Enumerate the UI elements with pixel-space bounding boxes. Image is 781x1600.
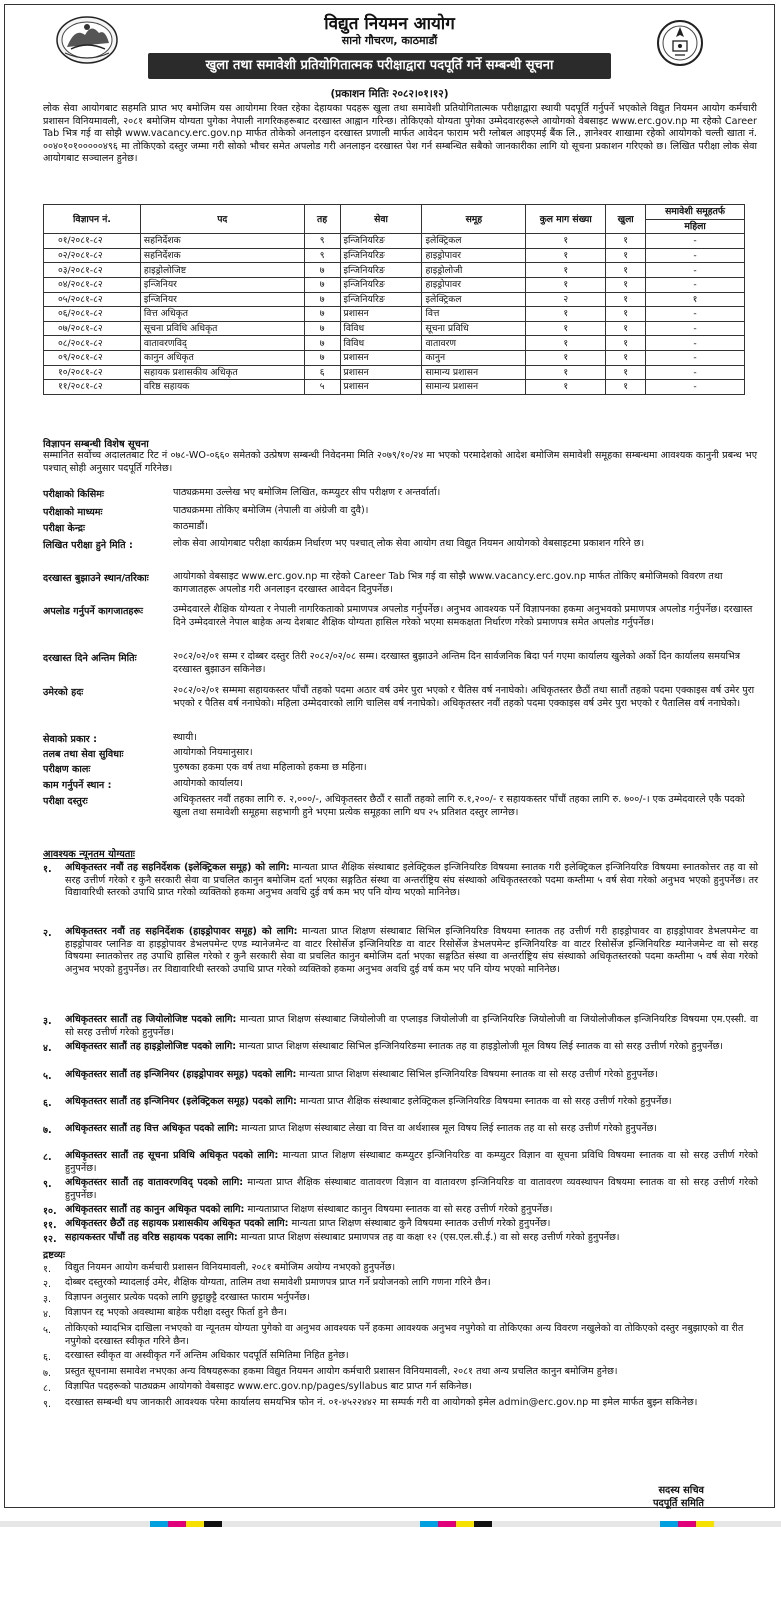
cell-service: प्रशासन: [340, 350, 422, 365]
note-item: दरखास्त स्वीकृत वा अस्वीकृत गर्ने अन्तिम अधिकार पदपूर्ति समितिमा निहित हुनेछ।: [65, 1350, 349, 1361]
cell-total: १: [526, 350, 606, 365]
cell-post: वातावरणविद्: [140, 336, 304, 351]
cell-service: इन्जिनियरिङ: [340, 292, 422, 307]
cell-group: कानुन: [422, 350, 526, 365]
cell-ad-no: ०९/२०८१-८२: [44, 350, 141, 365]
cell-post: वरिष्ठ सहायक: [140, 380, 304, 395]
detail-label: काम गर्नुपर्ने स्थान :: [43, 780, 112, 791]
cell-open: १: [606, 365, 646, 380]
cell-service: प्रशासन: [340, 380, 422, 395]
cell-level: ९: [304, 248, 340, 263]
cell-ad-no: ०१/२०८१-८२: [44, 234, 141, 249]
cell-total: १: [526, 336, 606, 351]
detail-label: परीक्षा दस्तुरः: [43, 796, 88, 807]
detail-value: पुरुषका हकमा एक वर्ष तथा महिलाको हकमा छ महिना।: [173, 762, 367, 773]
intro-paragraph: लोक सेवा आयोगबाट सहमति प्राप्त भए बमोजिम यस आयोगमा रिक्त रहेका देहायका पदहरू खुला तथा समावेशी प्रतियोगितात्मक परीक्षाद्वारा स्थायी पदपूर्ति गर्नुपर्ने भएकोले विद्युत नियमन आयोग कर्मचारी प्रशासन विनियमावली, २०८१ बमोजिम योग्यता पुगेका नेपाली नागरिकहरूबाट दरखास्त आह्वान गरिन्छ। तोकिएको योग्यता पुगेका उम्मेदवारहरूले आयोगको वेबसाइट www.erc.gov.np मा रहेको Career Tab भित्र गई वा सोझै www.vacancy.erc.gov.np मार्फत तोकेको अनलाइन दरखास्त प्रणाली मार्फत आवेदन फाराम भरी ग्लोबल आइएमई बैंक लि., ज्ञानेश्वर शाखामा रहेको आयोगको चल्ती खाता नं. ००४०१०१०००००४९६ मा तोकिएको दस्तुर जम्मा गरी सोको भौचर समेत अपलोड गरी अनलाइन दरखास्त पेश गर्न सम्बन्धित सबैको जानकारीका लागि यो सूचना प्रकाशन गरिएको छ। लिखित परीक्षा लोक सेवा आयोगबाट सञ्चालन हुनेछ।: [43, 103, 757, 165]
detail-value: स्थायी।: [173, 732, 197, 743]
detail-label: सेवाको प्रकार :: [43, 734, 97, 745]
cell-level: ७: [304, 277, 340, 292]
note-item: दरखास्त सम्बन्धी थप जानकारी आवश्यक परेमा कार्यालय समयभित्र फोन नं. ०१-४५२२४४२ मा सम्पर्क गरी वा आयोगको इमेल admin@erc.gov.np मा इमेल मार्फत बुझ्न सकिनेछ।: [65, 1397, 698, 1408]
cell-service: विविध: [340, 336, 422, 351]
detail-label: लिखित परीक्षा हुने मिति :: [43, 540, 133, 551]
detail-label: उमेरको हदः: [43, 687, 84, 698]
qualification-title: अधिकृतस्तर सातौं तह इन्जिनियर (हाइड्रोपावर समूह) पदको लागि:: [65, 1069, 297, 1080]
qualification-item: [65, 1177, 758, 1202]
cell-women: -: [646, 263, 745, 278]
cell-open: १: [606, 277, 646, 292]
qualification-item: [65, 1096, 758, 1109]
table-row: [44, 248, 745, 263]
col-header-service: सेवा: [340, 205, 422, 234]
qualification-number: ७.: [43, 1125, 52, 1136]
detail-value: लोक सेवा आयोगबाट परीक्षा कार्यक्रम निर्धारण भए पश्चात् लोक सेवा आयोग तथा विद्युत नियमन आयोगको वेबसाइटमा प्रकाशन गरिने छ।: [173, 538, 645, 549]
detail-value: काठमाडौं।: [173, 521, 208, 532]
cell-total: १: [526, 321, 606, 336]
qualification-text: मान्यता प्राप्त शैक्षिक संस्थाबाट इलेक्ट्रिकल इन्जिनियरिङ विषयमा स्नातक गरी इलेक्ट्रिकल इन्जिनियरिङ विषयमा स्नातकोत्तर तह वा सो सरह उत्तीर्ण गरेको र कुनै सरकारी सेवा वा प्रचलित कानुन बमोजिम दर्ता भएका सङ्गठित संस्था वा अन्तर्राष्ट्रिय संघ संस्थाको अधिकृतस्तरको पदमा कम्तीमा ५ वर्ष सेवा गरेको अनुभव भएको हुनुपर्नेछ। तर विद्यावारिधी स्तरको उपाधि प्राप्त गरेको व्यक्तिको हकमा अनुभव अवधि दुई वर्ष कम भए पनि योग्य भएको मानिनेछ।: [65, 862, 758, 899]
notice-title-banner: खुला तथा समावेशी प्रतियोगितात्मक परीक्षाद्वारा पदपूर्ति गर्ने सम्बन्धी सूचना: [148, 53, 611, 79]
note-number: ६.: [43, 1352, 52, 1363]
cell-post: सहायक प्रशासकीय अधिकृत: [140, 365, 304, 380]
detail-label: परीक्षण कालः: [43, 764, 91, 775]
cell-women: -: [646, 365, 745, 380]
qualification-item: [65, 1069, 758, 1082]
detail-value: आयोगको नियमानुसार।: [173, 747, 253, 758]
note-number: ४.: [43, 1309, 52, 1320]
cell-total: १: [526, 263, 606, 278]
detail-label: परीक्षाको किसिमः: [43, 489, 104, 500]
cell-open: १: [606, 336, 646, 351]
detail-label: परीक्षाको माध्यमः: [43, 507, 103, 518]
qualification-number: ५.: [43, 1071, 52, 1082]
cell-ad-no: १०/२०८१-८२: [44, 365, 141, 380]
qualification-item: [65, 1218, 758, 1231]
note-item: विद्युत नियमन आयोग कर्मचारी प्रशासन विनियमावली, २०८१ बमोजिम अयोग्य नभएको हुनुपर्नेछ।: [65, 1262, 396, 1273]
qualification-item: [65, 1232, 758, 1245]
cell-ad-no: ०२/२०८१-८२: [44, 248, 141, 263]
cell-group: सामान्य प्रशासन: [422, 380, 526, 395]
cell-post: सहनिर्देशक: [140, 248, 304, 263]
qualification-number: ८.: [43, 1152, 52, 1163]
cell-ad-no: ०४/२०८१-८२: [44, 277, 141, 292]
cell-ad-no: ०६/२०८१-८२: [44, 307, 141, 322]
cell-level: ५: [304, 380, 340, 395]
vacancy-table: [43, 204, 745, 395]
col-header-women: महिला: [646, 219, 745, 234]
cell-post: वित्त अधिकृत: [140, 307, 304, 322]
col-header-group: समूह: [422, 205, 526, 234]
cell-group: हाइड्रोलोजी: [422, 263, 526, 278]
cell-level: ७: [304, 307, 340, 322]
detail-value: पाठ्यक्रममा तोकिए बमोजिम (नेपाली वा अंग्रेजी वा दुवै)।: [173, 505, 369, 516]
detail-label: परीक्षा केन्द्रः: [43, 523, 85, 534]
cell-ad-no: ०८/२०८१-८२: [44, 336, 141, 351]
cell-total: १: [526, 277, 606, 292]
vacancy-table-body: [44, 234, 745, 395]
qualification-text: मान्यता प्राप्त शिक्षण संस्थाबाट प्रमाणपत्र तह वा कक्षा १२ (एस.एल.सी.ई.) वा सो सरह उत्तीर्ण गरेको हुनुपर्नेछ।: [240, 1232, 620, 1243]
cell-level: ९: [304, 234, 340, 249]
cell-women: -: [646, 277, 745, 292]
cell-service: प्रशासन: [340, 365, 422, 380]
cell-group: इलेक्ट्रिकल: [422, 234, 526, 249]
qualification-number: ६.: [43, 1098, 52, 1109]
qualification-title: अधिकृतस्तर सातौं तह हाइड्रोलोजिष्ट पदको लागि:: [65, 1041, 237, 1052]
note-number: ८.: [43, 1383, 52, 1394]
cell-level: ७: [304, 350, 340, 365]
qualification-number: ४.: [43, 1043, 52, 1054]
cell-post: इन्जिनियर: [140, 277, 304, 292]
cell-total: १: [526, 234, 606, 249]
cell-ad-no: ११/२०८१-८२: [44, 380, 141, 395]
cell-group: इलेक्ट्रिकल: [422, 292, 526, 307]
cell-open: १: [606, 350, 646, 365]
qualification-text: मान्यता प्राप्त शैक्षिक संस्थाबाट वातावरण विज्ञान वा वातावरण इन्जिनियरिङ वा वातावरण व्यवस्थापन विषयमा स्नातक वा सो सरह उत्तीर्ण गरेको हुनुपर्नेछ।: [65, 1177, 758, 1201]
note-item: प्रस्तुत सूचनामा समावेश नभएका अन्य विषयहरूका हकमा विद्युत नियमन आयोग कर्मचारी प्रशासन विनियमावली, २०८१ तथा अन्य प्रचलित कानुन बमोजिम हुनेछ।: [65, 1366, 618, 1377]
qualification-title: अधिकृतस्तर सातौं तह वातावरणविद् पदको लागि:: [65, 1177, 244, 1188]
detail-value: अधिकृतस्तर नवौं तहका लागि रु. २,०००/-, अधिकृतस्तर छैठौं र सातौं तहको लागि रु.१,२००/- र सहायकस्तर पाँचौं तहका लागि रु. ७००/-। एक उम्मेदवारले एकै पदको खुला तथा समावेशी समूहमा सहभागी हुने भएमा प्रत्येक समूहका लागि थप २५ प्रतिशत दस्तुर लाग्नेछ।: [173, 794, 745, 818]
table-row: [44, 321, 745, 336]
cell-women: -: [646, 321, 745, 336]
qualification-title: अधिकृतस्तर नवौं तह सहनिर्देशक (हाइड्रोपावर समूह) को लागि:: [65, 926, 298, 937]
cell-open: १: [606, 307, 646, 322]
col-header-inclusive: समावेशी समूहतर्फ: [646, 205, 745, 220]
qualification-text: मान्यता प्राप्त शिक्षण संस्थाबाट सिभिल इन्जिनियरिङ विषयमा स्नातक तह उत्तीर्ण गरी हाइड्रोपावर वा हाइड्रोपावर डेभलपमेन्ट वा हाइड्रोपावर प्लानिङ वा हाइड्रोपावर डेभलपमेन्ट एण्ड म्यानेजमेन्ट वा वाटर रिसोर्सेज इन्जिनियरिङ वा वाटर रिसोर्सेज डेभलपमेन्ट इन्जिनियरिङ वा वाटर रिसोर्सेज इन्जिनियरिङ म्यानेजमेन्ट वा सो सरह विषयमा स्नातकोत्तर तह उपाधि हासिल गरेको र कुनै सरकारी सेवा वा प्रचलित कानुन बमोजिम दर्ता भएका सङ्गठित संस्था वा अन्तर्राष्ट्रिय संघ संस्थाको अधिकृतस्तरको पदमा कम्तीमा ५ वर्ष सेवा गरेको अनुभव भएको हुनुपर्नेछ। तर विद्यावारिधी स्तरको उपाधि प्राप्त गरेको व्यक्तिको हकमा अनुभव अवधि दुई वर्ष कम भए पनि योग्य भएको मानिनेछ।: [65, 926, 758, 975]
note-number: १.: [43, 1264, 52, 1275]
table-row: [44, 263, 745, 278]
qualification-number: १.: [43, 864, 52, 875]
detail-label: दरखास्त दिने अन्तिम मितिः: [43, 653, 137, 664]
table-row: [44, 307, 745, 322]
cell-women: -: [646, 234, 745, 249]
cell-open: १: [606, 263, 646, 278]
qualification-title: अधिकृतस्तर छैठौं तह सहायक प्रशासकीय अधिकृत पदको लागि:: [65, 1218, 289, 1229]
table-row: [44, 277, 745, 292]
cell-level: ७: [304, 336, 340, 351]
qualification-title: अधिकृतस्तर सातौं तह इन्जिनियर (इलेक्ट्रिकल समूह) पदको लागि:: [65, 1096, 297, 1107]
cell-total: २: [526, 292, 606, 307]
cell-women: -: [646, 248, 745, 263]
cell-total: १: [526, 380, 606, 395]
note-item: विज्ञापन अनुसार प्रत्येक पदको लागि छुट्टाछुट्टै दरखास्त फाराम भर्नुपर्नेछ।: [65, 1292, 310, 1303]
cell-group: हाइड्रोपावर: [422, 277, 526, 292]
note-number: ५.: [43, 1325, 52, 1336]
cell-open: १: [606, 292, 646, 307]
note-number: ९.: [43, 1399, 52, 1410]
cell-post: कानुन अधिकृत: [140, 350, 304, 365]
note-number: ३.: [43, 1294, 52, 1305]
qualification-number: ११.: [43, 1220, 57, 1231]
cell-total: १: [526, 248, 606, 263]
cell-group: वित्त: [422, 307, 526, 322]
qualification-number: १२.: [43, 1234, 57, 1245]
table-row: [44, 350, 745, 365]
qualification-text: मान्यता प्राप्त शिक्षण संस्थाबाट कुनै विषयमा स्नातक उत्तीर्ण गरेको हुनुपर्नेछ।: [291, 1218, 551, 1229]
qualification-title: सहायकस्तर पाँचौं तह वरिष्ठ सहायक पदका लागि:: [65, 1232, 238, 1243]
qualification-title: अधिकृतस्तर सातौं तह जियोलोजिष्ट पदको लागि:: [65, 1014, 237, 1025]
detail-value: उम्मेदवारले शैक्षिक योग्यता र नेपाली नागरिकताको प्रमाणपत्र अपलोड गर्नुपर्नेछ। अनुभव आवश्यक पर्ने विज्ञापनका हकमा अनुभवको प्रमाणपत्र अपलोड गर्नुपर्नेछ। दरखास्त दिने उम्मेदवारले नेपाल बाहेक अन्य देशबाट शैक्षिक योग्यता हासिल गरेको भएमा समकक्षता निर्धारण गरेको प्रमाणपत्र समेत अपलोड गर्नुपर्नेछ।: [173, 604, 753, 628]
detail-value: आयोगको कार्यालय।: [173, 778, 243, 789]
note-item: विज्ञापन रद्द भएको अवस्थामा बाहेक परीक्षा दस्तुर फिर्ता हुने छैन।: [65, 1307, 287, 1318]
qualification-number: ९.: [43, 1179, 52, 1190]
cell-post: इन्जिनियर: [140, 292, 304, 307]
qualification-item: [65, 1041, 758, 1054]
notice-frame: [4, 4, 775, 1508]
qualification-title: अधिकृतस्तर सातौं तह कानुन अधिकृत पदको लागि:: [65, 1204, 245, 1215]
cell-women: -: [646, 350, 745, 365]
qualification-text: मान्यता प्राप्त शैक्षिक संस्थाबाट इलेक्ट्रिकल इन्जिनियरिङ विषयमा स्नातक वा सो सरह उत्तीर्ण गरेको हुनुपर्नेछ।: [299, 1096, 672, 1107]
cell-women: -: [646, 380, 745, 395]
cell-service: प्रशासन: [340, 307, 422, 322]
cell-women: १: [646, 292, 745, 307]
qualification-number: २.: [43, 928, 52, 939]
publish-date: (प्रकाशन मितिः २०८२।०१।१२): [330, 88, 449, 100]
cell-service: इन्जिनियरिङ: [340, 263, 422, 278]
cell-group: वातावरण: [422, 336, 526, 351]
qualification-title: अधिकृतस्तर नवौं तह सहनिर्देशक (इलेक्ट्रिकल समूह) को लागि:: [65, 862, 290, 873]
detail-label: अपलोड गर्नुपर्ने कागजातहरूः: [43, 606, 143, 617]
qualification-text: मान्यता प्राप्त शिक्षण संस्थाबाट लेखा वा वित्त वा अर्थशास्त्र मूल विषय लिई स्नातक तह वा सो सरह उत्तीर्ण गरेको हुनुपर्नेछ।: [241, 1123, 658, 1134]
qualification-item: [65, 862, 758, 900]
qualification-text: मान्यता प्राप्त शिक्षण संस्थाबाट जियोलोजी वा एप्लाइड जियोलोजी वा इन्जिनियरिङ जियोलोजी वा जियोलोजीकल इन्जिनियरिङ विषयमा एम.एस्सी. वा सो सरह उत्तीर्ण गरेको हुनुपर्नेछ।: [65, 1014, 758, 1038]
cell-post: सहनिर्देशक: [140, 234, 304, 249]
qualification-item: [65, 1150, 758, 1175]
cell-level: ७: [304, 263, 340, 278]
cell-level: ७: [304, 321, 340, 336]
signatory-committee: पदपूर्ति समिति: [652, 1498, 704, 1509]
qualification-text: मान्यता प्राप्त शिक्षण संस्थाबाट सिभिल इन्जिनियरिङमा स्नातक तह वा हाइड्रोलोजी मूल विषय लिई स्नातक वा सो सरह उत्तीर्ण गरेको हुनुपर्नेछ।: [239, 1041, 723, 1052]
cell-level: ७: [304, 292, 340, 307]
cell-ad-no: ०३/२०८१-८२: [44, 263, 141, 278]
detail-value: २०८२/०२/०१ सम्म र दोब्बर दस्तुर तिरी २०८२/०२/०८ सम्म। दरखास्त बुझाउने अन्तिम दिन सार्वजनिक बिदा पर्न गएमा कार्यालय खुलेको अर्को दिन कार्यालय समयभित्र दरखास्त बुझाउन सकिनेछ।: [173, 651, 741, 675]
cell-women: -: [646, 336, 745, 351]
cell-service: इन्जिनियरिङ: [340, 234, 422, 249]
signatory-title: सदस्य सचिव: [658, 1485, 704, 1496]
table-row: [44, 336, 745, 351]
cell-open: १: [606, 380, 646, 395]
note-item: विज्ञापित पदहरूको पाठ्यक्रम आयोगको वेबसाइट www.erc.gov.np/pages/syllabus बाट प्राप्त गर्न सकिनेछ।: [65, 1381, 472, 1392]
org-address: सानो गौचरण, काठमाडौं: [341, 34, 438, 47]
qualification-item: [65, 1204, 758, 1217]
cell-total: १: [526, 365, 606, 380]
qualification-text: मान्यताप्राप्त शिक्षण संस्थाबाट कानुन विषयमा स्नातक वा सो सरह उत्तीर्ण गरेको हुनुपर्नेछ।: [247, 1204, 553, 1215]
detail-label: तलब तथा सेवा सुविधाः: [43, 749, 124, 760]
table-row: [44, 380, 745, 395]
qualifications-heading: आवश्यक न्यूनतम योग्यताः: [43, 849, 135, 860]
table-row: [44, 292, 745, 307]
qualification-title: अधिकृतस्तर सातौं तह वित्त अधिकृत पदको लागि:: [65, 1123, 239, 1134]
col-header-open: खुला: [606, 205, 646, 234]
cell-open: १: [606, 321, 646, 336]
note-number: ७.: [43, 1368, 52, 1379]
detail-value: आयोगको वेबसाइट www.erc.gov.np मा रहेको Career Tab भित्र गई वा सोझै www.vacancy.erc.gov.np मार्फत तोकिए बमोजिमको विवरण तथा कागजातहरू अपलोड गरी अनलाइन दरखास्त आवेदन दिनुपर्नेछ।: [173, 571, 723, 595]
col-header-total: कुल माग संख्या: [526, 205, 606, 234]
col-header-ad-no: विज्ञापन नं.: [44, 205, 141, 234]
special-notice-text: सम्मानित सर्वोच्च अदालतबाट रिट नं ०७८-WO-०६६० समेतको उत्प्रेषण सम्बन्धी निवेदनमा मिति २०७९/१०/२४ मा भएको परमादेशको आदेश बमोजिम समावेशी समूहका सम्बन्धमा आवश्यक कानुनी प्रबन्ध भए पश्चात् सोही अनुसार पदपूर्ति गरिनेछ।: [43, 450, 757, 474]
cell-post: हाइड्रोलोजिष्ट: [140, 263, 304, 278]
qualification-title: अधिकृतस्तर सातौं तह सूचना प्रविधि अधिकृत पदको लागि:: [65, 1150, 279, 1161]
cell-ad-no: ०५/२०८१-८२: [44, 292, 141, 307]
qualification-text: मान्यता प्राप्त शिक्षण संस्थाबाट सिभिल इन्जिनियरिङ विषयमा स्नातक वा सो सरह उत्तीर्ण गरेको हुनुपर्नेछ।: [299, 1069, 658, 1080]
qualification-number: ३.: [43, 1016, 52, 1027]
col-header-level: तह: [304, 205, 340, 234]
cell-service: विविध: [340, 321, 422, 336]
detail-value: २०८२/०२/०१ सम्ममा सहायकस्तर पाँचौं तहको पदमा अठार वर्ष उमेर पुरा भएको र चैतिस वर्ष ननाघेको। अधिकृतस्तर छैठौं तथा सातौं तहको पदमा एक्काइस वर्ष उमेर पुरा भएको र पैतिस वर्ष ननाघेको। महिला उम्मेदवारको लागि चालिस वर्ष ननाघेको। अधिकृतस्तर नवौं तहको पदमा एक्काइस वर्ष उमेर पुरा भएको र पैतालिस वर्ष ननाघेको।: [173, 685, 755, 709]
table-row: [44, 234, 745, 249]
cell-open: १: [606, 234, 646, 249]
org-name: विद्युत नियमन आयोग: [324, 14, 455, 34]
note-item: दोब्बर दस्तुरको म्यादलाई उमेर, शैक्षिक योग्यता, तालिम तथा समावेशी प्रमाणपत्र प्राप्त गर्ने प्रयोजनको लागि गणना गरिने छैन।: [65, 1277, 491, 1288]
detail-value: पाठ्यक्रममा उल्लेख भए बमोजिम लिखित, कम्प्युटर सीप परीक्षण र अन्तर्वार्ता।: [173, 487, 441, 498]
cell-service: इन्जिनियरिङ: [340, 277, 422, 292]
erc-seal-logo: [655, 15, 705, 75]
cell-group: सामान्य प्रशासन: [422, 365, 526, 380]
qualification-text: मान्यता प्राप्त शिक्षण संस्थाबाट कम्प्युटर इन्जिनियरिङ वा कम्प्युटर विज्ञान वा सूचना प्रविधि विषयमा स्नातक वा सो सरह उत्तीर्ण गरेको हुनुपर्नेछ।: [65, 1150, 759, 1174]
qualification-number: १०.: [43, 1206, 57, 1217]
special-notice-heading: विज्ञापन सम्बन्धी विशेष सूचना: [43, 439, 149, 450]
col-header-post: पद: [140, 205, 304, 234]
print-color-bar: [0, 1521, 781, 1527]
cell-ad-no: ०७/२०८१-८२: [44, 321, 141, 336]
cell-total: १: [526, 307, 606, 322]
note-number: २.: [43, 1279, 52, 1290]
qualification-item: [65, 926, 758, 976]
qualification-item: [65, 1014, 758, 1039]
cell-open: १: [606, 248, 646, 263]
table-row: [44, 365, 745, 380]
cell-group: हाइड्रोपावर: [422, 248, 526, 263]
cell-post: सूचना प्रविधि अधिकृत: [140, 321, 304, 336]
cell-service: इन्जिनियरिङ: [340, 248, 422, 263]
qualification-item: [65, 1123, 758, 1136]
note-item: तोकिएको म्यादभित्र दाखिला नभएको वा न्यूनतम योग्यता पुगेको वा अनुभव आवश्यक पर्ने हकमा आवश्यक अनुभव नपुगेको वा तोकिएका अन्य विवरण नखुलेको वा तोकिएको दस्तुर नबुझाएको वा रीत नपुगेको दरखास्त स्वीकृत गरिने छैन।: [65, 1323, 744, 1347]
notes-heading: द्रष्टव्यः: [43, 1250, 65, 1261]
cell-level: ६: [304, 365, 340, 380]
cell-women: -: [646, 307, 745, 322]
cell-group: सूचना प्रविधि: [422, 321, 526, 336]
detail-label: दरखास्त बुझाउने स्थान/तरिकाः: [43, 573, 149, 584]
